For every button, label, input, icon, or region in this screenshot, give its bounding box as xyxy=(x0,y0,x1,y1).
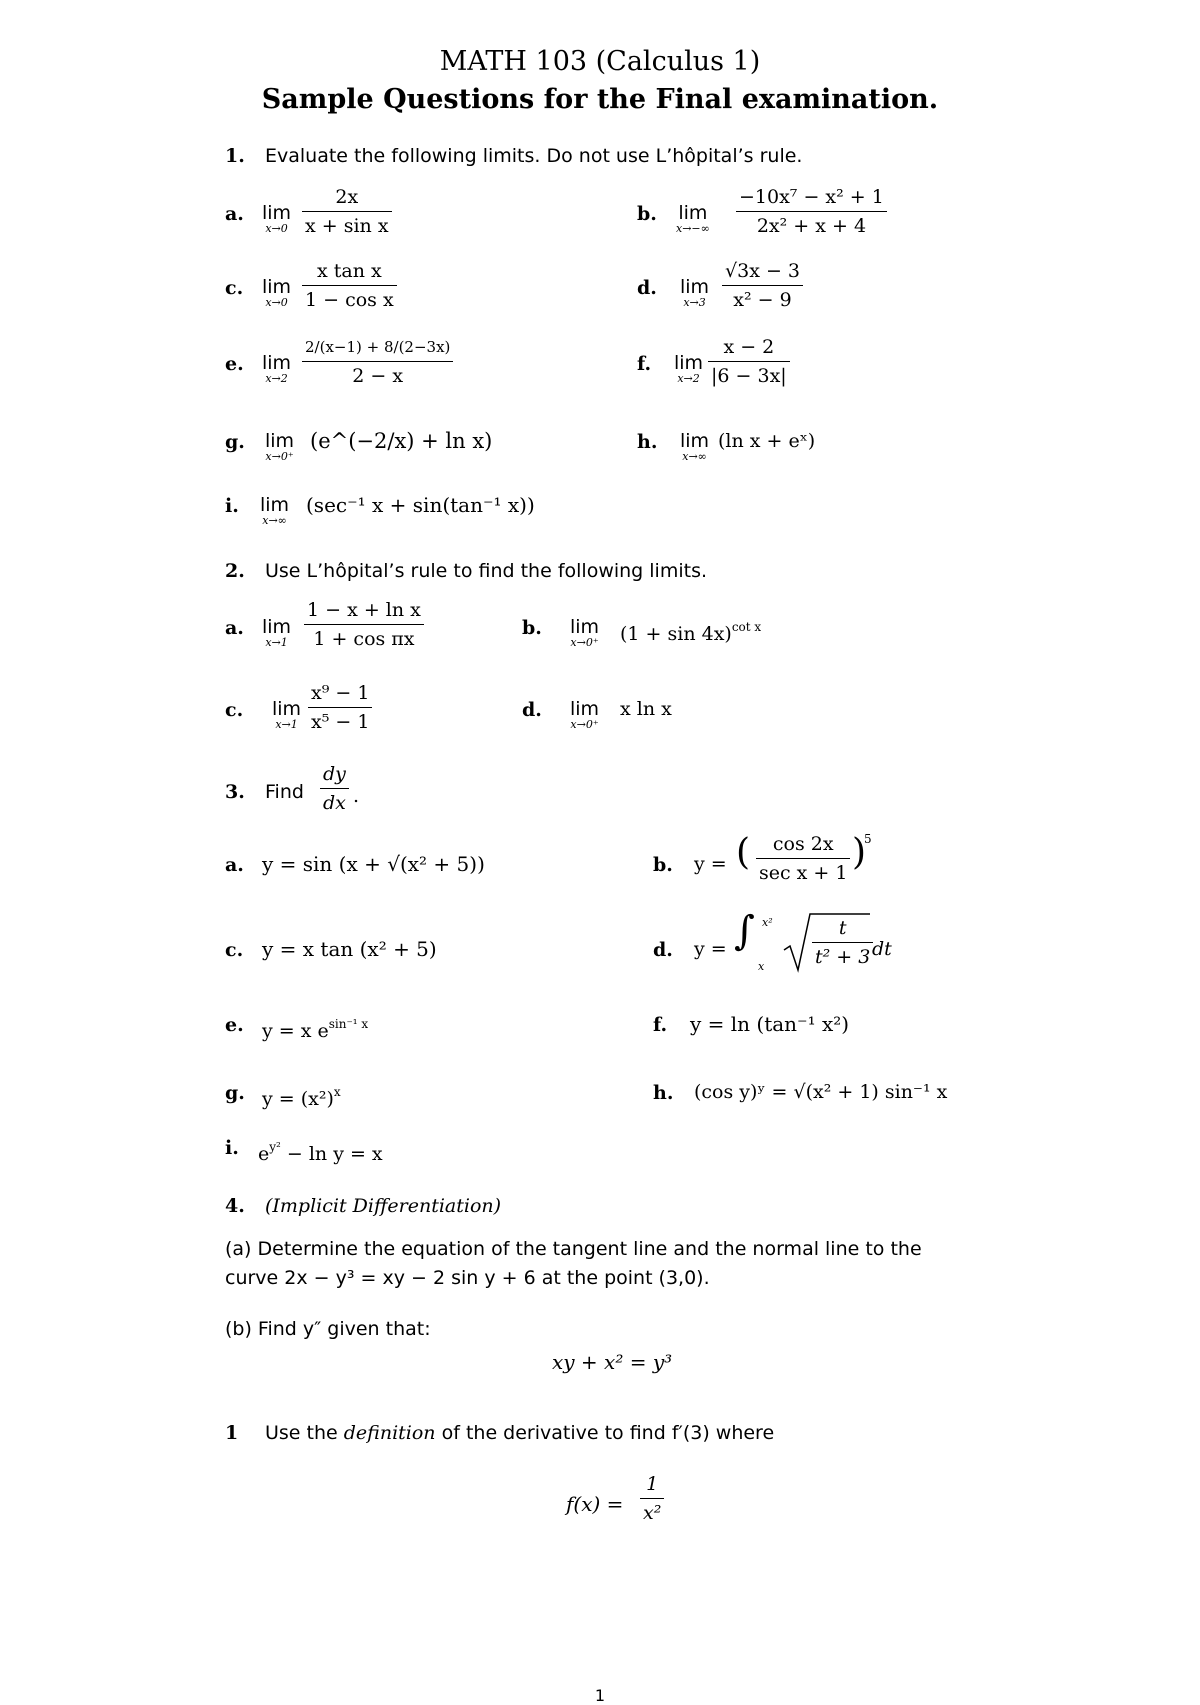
function-expression: (cos y)ʸ = √(x² + 1) sin⁻¹ x xyxy=(694,1081,948,1103)
base-expression: e xyxy=(258,1143,270,1165)
integral-upper-limit: x² xyxy=(762,916,773,929)
denominator: 1 − cos x xyxy=(305,289,394,311)
base-expression: y = x e xyxy=(262,1020,329,1042)
limit-operator: lim x→0 xyxy=(262,202,292,235)
limit-subscript: x→0⁺ xyxy=(265,450,294,463)
question-text: Evaluate the following limits. Do not use L’hôpital’s rule. xyxy=(265,145,803,167)
part-label: g. xyxy=(225,1082,245,1104)
fraction xyxy=(302,259,397,312)
question-4a-line-2: curve 2x − y³ = xy − 2 sin y + 6 at the point (3,0). xyxy=(225,1267,710,1289)
limit-operator: lim x→∞ xyxy=(680,430,710,463)
denominator: x⁵ − 1 xyxy=(311,711,370,733)
numerator: 2x xyxy=(302,185,392,212)
denominator: dx xyxy=(323,792,346,814)
integral-lower-limit: x xyxy=(758,960,765,973)
question-number: 2. xyxy=(225,560,245,582)
question-text: (Implicit Differentiation) xyxy=(265,1195,502,1217)
denominator: sec x + 1 xyxy=(759,862,848,884)
right-paren: ) xyxy=(852,832,867,873)
question-4-heading xyxy=(225,1193,501,1219)
question-number: 1. xyxy=(225,145,245,167)
numerator: √3x − 3 xyxy=(722,259,803,286)
question-text-pre: Use the xyxy=(265,1422,338,1444)
numerator: x tan x xyxy=(302,259,397,286)
denominator: 2 − x xyxy=(352,365,404,387)
fraction xyxy=(736,185,887,238)
exponent: cot x xyxy=(731,620,762,634)
question-number: 3. xyxy=(225,781,245,803)
limit-subscript: x→2 xyxy=(265,372,288,385)
part-label: c. xyxy=(225,699,244,721)
limit-subscript: x→0⁺ xyxy=(570,636,599,649)
part-label: c. xyxy=(225,277,244,299)
fraction xyxy=(722,259,803,312)
question-text: Use L’hôpital’s rule to find the following limits. xyxy=(265,560,708,582)
limit-operator: lim x→∞ xyxy=(260,494,290,527)
limit-operator: lim x→−∞ xyxy=(676,202,710,235)
base-expression: (1 + sin 4x) xyxy=(620,623,732,645)
limit-subscript: x→∞ xyxy=(682,450,707,463)
limit-subscript: x→−∞ xyxy=(676,222,710,235)
exponent: x xyxy=(333,1085,341,1099)
fraction xyxy=(302,185,392,238)
fraction xyxy=(304,598,424,651)
expression-tail: − ln y = x xyxy=(280,1143,383,1165)
limit-subscript: x→0 xyxy=(265,222,288,235)
limit-operator: lim x→1 xyxy=(262,616,292,649)
limit-subscript: x→0 xyxy=(265,296,288,309)
limit-subscript: x→1 xyxy=(275,718,298,731)
exponent: y² xyxy=(269,1140,281,1154)
exponent: sin⁻¹ x xyxy=(328,1017,369,1031)
part-label: d. xyxy=(637,277,657,299)
limit-operator: lim x→0 xyxy=(262,276,292,309)
function-expression xyxy=(262,1081,341,1110)
exam-title: Sample Questions for the Final examination. xyxy=(261,84,939,115)
part-label: a. xyxy=(225,203,244,225)
limit-expression: x ln x xyxy=(620,698,672,720)
fraction xyxy=(302,335,453,388)
fraction xyxy=(308,681,372,734)
part-label: i. xyxy=(225,1137,239,1159)
left-paren: ( xyxy=(736,832,751,873)
numerator: t xyxy=(812,916,873,943)
derivative-fraction xyxy=(320,762,349,815)
part-label: f. xyxy=(637,353,652,375)
numerator: x⁹ − 1 xyxy=(308,681,372,708)
limit-subscript: x→0⁺ xyxy=(570,718,599,731)
page-number: 1 xyxy=(594,1686,606,1705)
part-label: c. xyxy=(225,939,244,961)
question-4b-line: (b) Find y″ given that: xyxy=(225,1318,431,1340)
denominator: 1 + cos πx xyxy=(313,628,415,650)
differential: dt xyxy=(872,938,892,960)
denominator: x + sin x xyxy=(305,215,389,237)
part-label: e. xyxy=(225,353,244,375)
equation: xy + x² = y³ xyxy=(552,1350,673,1374)
denominator: 2x² + x + 4 xyxy=(756,215,867,237)
course-title: MATH 103 (Calculus 1) xyxy=(439,46,761,77)
question-2-heading xyxy=(225,558,707,584)
function-expression: y = sin (x + √(x² + 5)) xyxy=(262,852,485,876)
integral-sign: ∫ xyxy=(734,908,755,954)
limit-operator: lim x→2 xyxy=(674,352,704,385)
fraction xyxy=(708,335,790,388)
limit-operator: lim x→0⁺ xyxy=(570,616,600,649)
limit-operator: lim x→0⁺ xyxy=(570,698,600,731)
part-label: d. xyxy=(653,939,673,961)
function-expression xyxy=(258,1136,383,1165)
question-text-emphasis: definition xyxy=(343,1422,436,1444)
limit-subscript: x→∞ xyxy=(262,514,287,527)
question-5-heading xyxy=(225,1420,774,1446)
part-label: e. xyxy=(225,1014,244,1036)
question-3-heading xyxy=(225,779,304,805)
part-label: f. xyxy=(653,1014,668,1036)
exponent: 5 xyxy=(864,832,872,846)
part-label: a. xyxy=(225,854,244,876)
question-number: 4. xyxy=(225,1195,245,1217)
numerator: 2/(x−1) + 8/(2−3x) xyxy=(302,335,453,362)
limit-subscript: x→2 xyxy=(677,372,700,385)
part-label: i. xyxy=(225,495,239,517)
numerator: 1 xyxy=(640,1472,664,1499)
numerator: 1 − x + ln x xyxy=(304,598,424,625)
part-label: b. xyxy=(522,617,542,639)
part-label: a. xyxy=(225,617,244,639)
denominator: x² − 9 xyxy=(733,289,792,311)
denominator: t² + 3 xyxy=(815,946,871,968)
limit-subscript: x→1 xyxy=(265,636,288,649)
limit-expression xyxy=(620,616,761,645)
question-text: Find xyxy=(265,781,304,803)
part-label: g. xyxy=(225,431,245,453)
numerator: −10x⁷ − x² + 1 xyxy=(736,185,887,212)
function-lhs: f(x) = xyxy=(566,1492,624,1516)
limit-subscript: x→3 xyxy=(683,296,706,309)
limit-operator: lim x→0⁺ xyxy=(265,430,295,463)
limit-expression: (ln x + eˣ) xyxy=(718,430,816,452)
limit-operator: lim x→2 xyxy=(262,352,292,385)
function-expression: y = ln (tan⁻¹ x²) xyxy=(690,1012,850,1036)
limit-operator: lim x→1 xyxy=(272,698,302,731)
question-4a-line-1: (a) Determine the equation of the tangent line and the normal line to the xyxy=(225,1238,922,1260)
period: . xyxy=(353,785,360,807)
base-expression: y = (x²) xyxy=(262,1088,334,1110)
fraction xyxy=(812,916,873,969)
denominator: x² xyxy=(643,1502,662,1524)
part-label: b. xyxy=(637,203,657,225)
part-label: b. xyxy=(653,854,673,876)
function-expression xyxy=(262,1013,368,1042)
question-number: 1 xyxy=(225,1422,239,1444)
question-text-post: of the derivative to find f′(3) where xyxy=(441,1422,775,1444)
part-label: h. xyxy=(653,1082,674,1104)
numerator: x − 2 xyxy=(708,335,790,362)
fraction xyxy=(640,1472,664,1525)
function-lhs: y = xyxy=(694,853,727,875)
denominator: |6 − 3x| xyxy=(711,365,787,387)
numerator: cos 2x xyxy=(756,832,850,859)
function-lhs: y = xyxy=(694,938,727,960)
limit-operator: lim x→3 xyxy=(680,276,710,309)
part-label: h. xyxy=(637,431,658,453)
numerator: dy xyxy=(320,762,349,789)
fraction xyxy=(756,832,850,885)
question-1-heading xyxy=(225,143,802,169)
part-label: d. xyxy=(522,699,542,721)
limit-expression: (e^(−2/x) + ln x) xyxy=(310,429,493,453)
limit-expression: (sec⁻¹ x + sin(tan⁻¹ x)) xyxy=(306,493,535,517)
function-expression: y = x tan (x² + 5) xyxy=(262,937,437,961)
